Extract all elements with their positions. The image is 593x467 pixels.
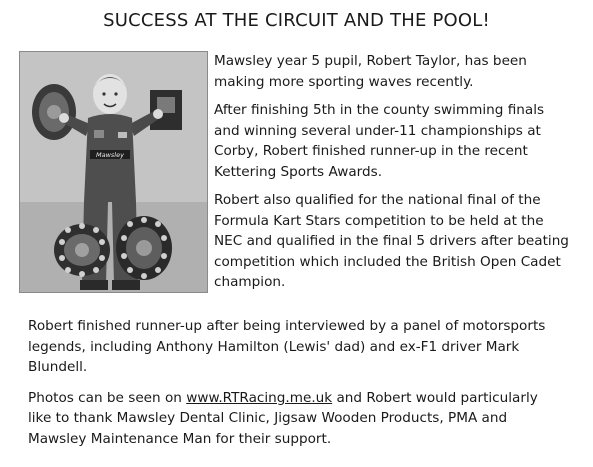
text-line: Kettering Sports Awards. xyxy=(214,163,383,180)
side-paragraph xyxy=(214,51,586,92)
full-width-text xyxy=(28,316,588,459)
text-line: champion. xyxy=(214,274,286,290)
text-line: Formula Kart Stars competition to be held at the xyxy=(214,212,544,229)
side-text-column xyxy=(214,51,586,301)
article-photo xyxy=(19,51,208,293)
text-segment: Photos can be seen on xyxy=(28,389,187,406)
text-line: Robert also qualified for the national final of the xyxy=(214,192,541,208)
text-line: Robert finished runner-up after being interviewed by a panel of motorsports xyxy=(28,318,546,334)
text-line: After finishing 5th in the county swimming finals xyxy=(214,102,545,118)
text-line: Blundell. xyxy=(28,359,88,375)
text-line: competition which included the British Open Cadet xyxy=(214,253,561,270)
body-paragraph xyxy=(28,316,588,378)
text-line: like to thank Mawsley Dental Clinic, Jigsaw Wooden Products, PMA and xyxy=(28,410,508,426)
text-line: Mawsley Maintenance Man for their support. xyxy=(28,430,332,447)
photo-illustration xyxy=(20,52,208,293)
closing-paragraph xyxy=(28,388,588,450)
text-line: Mawsley year 5 pupil, Robert Taylor, has been xyxy=(214,53,527,69)
website-link[interactable]: www.RTRacing.me.uk xyxy=(186,389,333,406)
text-line: legends, including Anthony Hamilton (Lewis' dad) and ex-F1 driver Mark xyxy=(28,338,520,355)
text-line: NEC and qualified in the final 5 drivers after beating xyxy=(214,233,569,249)
text-line: Corby, Robert finished runner-up in the recent xyxy=(214,143,528,159)
text-segment: and Robert would particularly xyxy=(332,389,538,406)
side-paragraph xyxy=(214,100,586,182)
text-line: and winning several under-11 championships at xyxy=(214,122,541,139)
suit-logo-text: Mawsley xyxy=(96,151,124,159)
text-line xyxy=(28,388,588,409)
side-paragraph xyxy=(214,190,586,293)
article-title: SUCCESS AT THE CIRCUIT AND THE POOL! xyxy=(103,10,490,31)
text-line: making more sporting waves recently. xyxy=(214,73,474,90)
